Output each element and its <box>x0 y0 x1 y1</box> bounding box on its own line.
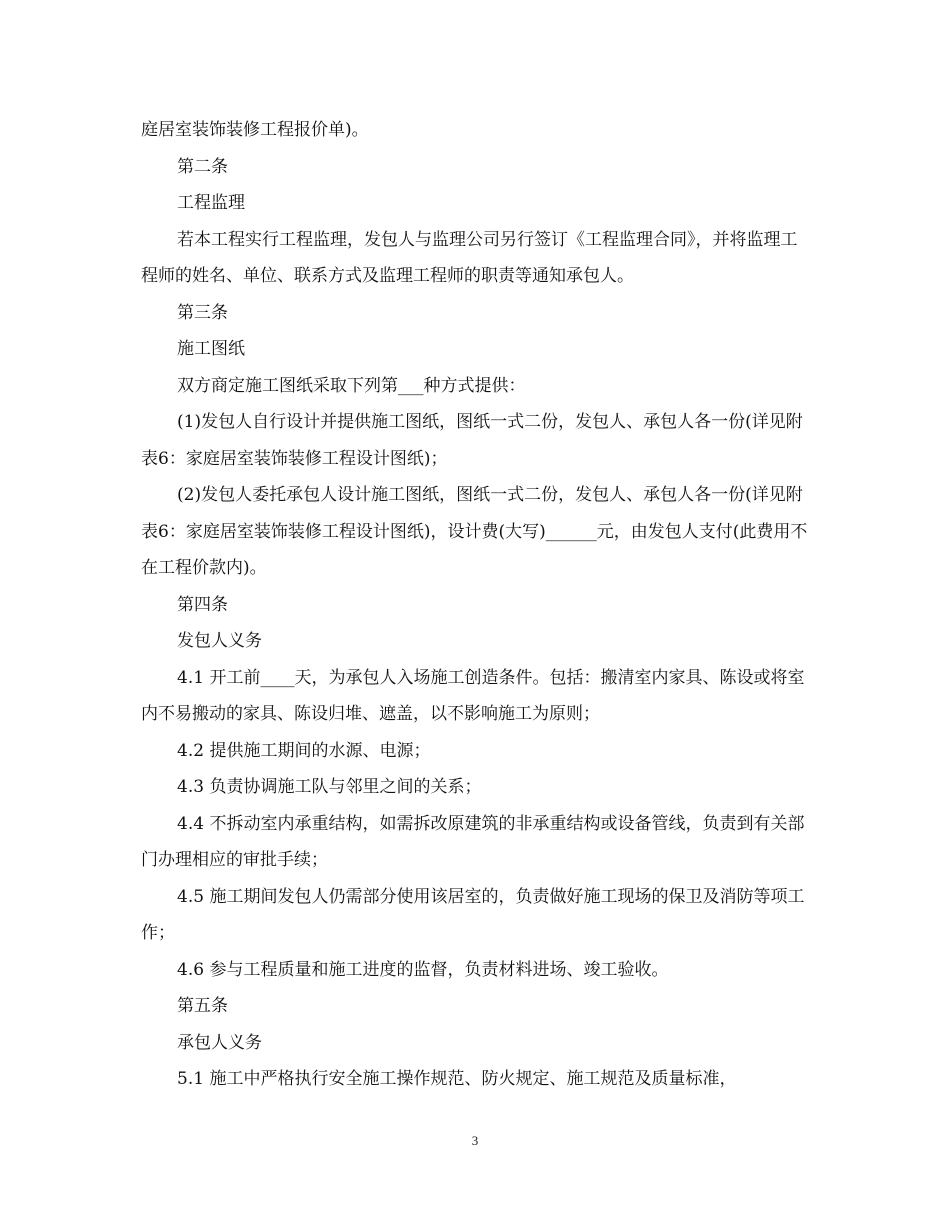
article-2-heading: 第二条 <box>177 156 228 177</box>
paragraph: (2)发包人委托承包人设计施工图纸，图纸一式二份，发包人、承包人各一份(详见附表6：家庭居室装饰装修工程设计图纸)，设计费(大写)______元，由发包人支付(此费用不在工程价款内)。 <box>141 485 808 578</box>
paragraph: 双方商定施工图纸采取下列第___种方式提供： <box>177 375 526 396</box>
paragraph-continuation: 庭居室装饰装修工程报价单)。 <box>141 120 369 140</box>
document-body <box>141 112 811 1098</box>
article-3-title: 施工图纸 <box>177 339 245 359</box>
paragraph: 4.1 开工前____天，为承包人入场施工创造条件。包括：搬清室内家具、陈设或将室内不易搬动的家具、陈设归堆、遮盖，以不影响施工为原则； <box>141 667 805 724</box>
paragraph: 4.5 施工期间发包人仍需部分使用该居室的，负责做好施工现场的保卫及消防等项工作； <box>141 886 805 943</box>
paragraph: 4.4 不拆动室内承重结构，如需拆改原建筑的非承重结构或设备管线，负责到有关部门办理相应的审批手续； <box>141 813 805 870</box>
article-4-heading: 第四条 <box>177 594 228 615</box>
article-4-title: 发包人义务 <box>177 631 262 651</box>
paragraph: (1)发包人自行设计并提供施工图纸，图纸一式二份，发包人、承包人各一份(详见附表6：家庭居室装饰装修工程设计图纸)； <box>141 412 803 469</box>
paragraph: 4.2 提供施工期间的水源、电源； <box>177 740 431 761</box>
paragraph: 若本工程实行工程监理，发包人与监理公司另行签订《工程监理合同》，并将监理工程师的姓名、单位、联系方式及监理工程师的职责等通知承包人。 <box>141 229 798 286</box>
article-5-title: 承包人义务 <box>177 1032 262 1053</box>
article-5-heading: 第五条 <box>177 996 228 1016</box>
paragraph: 4.3 负责协调施工队与邻里之间的关系； <box>177 777 482 797</box>
article-2-title: 工程监理 <box>177 193 245 213</box>
article-3-heading: 第三条 <box>177 302 228 323</box>
paragraph: 5.1 施工中严格执行安全施工操作规范、防火规定、施工规范及质量标准， <box>177 1069 737 1089</box>
page-number: 3 <box>471 1133 479 1148</box>
paragraph: 4.6 参与工程质量和施工进度的监督，负责材料进场、竣工验收。 <box>177 959 669 980</box>
